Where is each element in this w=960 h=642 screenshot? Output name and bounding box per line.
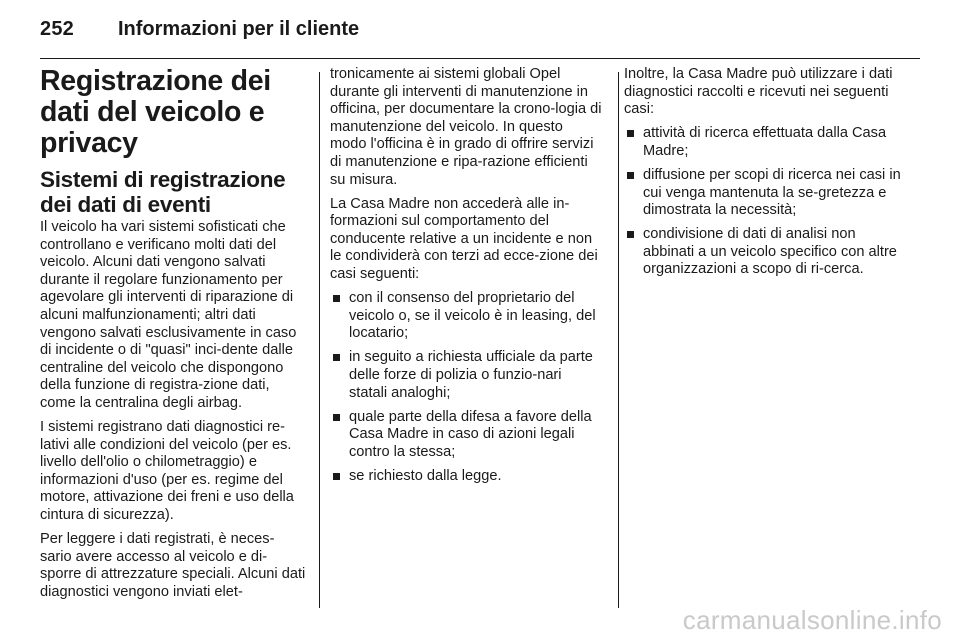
square-bullet-icon bbox=[333, 473, 340, 480]
list-item-text: attività di ricerca effettuata dalla Casa Madre; bbox=[643, 125, 887, 159]
paragraph: La Casa Madre non accederà alle in-formazioni sul comportamento del conducente relative a un incidente e non le condividerà con terzi ad ecce-zione dei casi seguenti: bbox=[330, 195, 598, 283]
square-bullet-icon bbox=[333, 295, 340, 302]
list-item bbox=[330, 349, 602, 402]
bullet-list bbox=[330, 290, 602, 485]
watermark: carmanualsonline.info bbox=[682, 605, 942, 635]
paragraph: Per leggere i dati registrati, è neces-sario avere accesso al veicolo e di-sporre di attrezzature speciali. Alcuni dati diagnostici vengono inviati elet- bbox=[40, 531, 306, 600]
paragraph: tronicamente ai sistemi globali Opel durante gli interventi di manutenzione in officina, per documentare la crono-logia di manutenzione del veicolo. In questo modo l'officina è in grado di offrire servizi di manutenzione e ripa-razione efficienti su misura. bbox=[330, 66, 602, 188]
square-bullet-icon bbox=[627, 172, 634, 179]
column-1 bbox=[40, 66, 306, 608]
page-header bbox=[40, 18, 920, 50]
list-item-text: se richiesto dalla legge. bbox=[349, 467, 502, 484]
list-item-text: in seguito a richiesta ufficiale da parte delle forze di polizia o funzio-nari statali analoghi; bbox=[349, 349, 593, 401]
column-2 bbox=[330, 66, 602, 492]
list-item bbox=[624, 167, 908, 220]
column-3 bbox=[624, 66, 908, 286]
list-item-text: condivisione di dati di analisi non abbinati a un veicolo specifico con altre organizzazioni a scopo di ri-cerca. bbox=[643, 226, 897, 278]
list-item bbox=[330, 290, 602, 343]
list-item-text: quale parte della difesa a favore della Casa Madre in caso di azioni legali contro la stessa; bbox=[349, 408, 592, 460]
list-item bbox=[330, 468, 602, 486]
paragraph: I sistemi registrano dati diagnostici re-lativi alle condizioni del veicolo (per es. livello dell'olio o chilometraggio) e informazioni d'uso (per es. regime del motore, attivazione dei freni e uso della cintura di sicurezza). bbox=[40, 419, 294, 523]
column-divider-2 bbox=[618, 72, 619, 608]
square-bullet-icon bbox=[333, 354, 340, 361]
page-number: 252 bbox=[40, 18, 74, 40]
section-title: Informazioni per il cliente bbox=[118, 18, 360, 40]
paragraph: Il veicolo ha vari sistemi sofisticati che controllano e verificano molti dati del veicolo. Alcuni dati vengono salvati durante il regolare funzionamento per agevolare gli interventi di riparazione di alcuni malfunzionamenti; altri dati vengono salvati esclusivamente in caso di incidente o di "quasi" inci-dente dalle centraline del veicolo che dispongono della funzione di registra-zione dati, come la centralina degli airbag. bbox=[40, 219, 297, 411]
bullet-list bbox=[624, 125, 908, 279]
header-rule bbox=[40, 58, 920, 59]
list-item bbox=[624, 226, 908, 279]
list-item bbox=[330, 409, 602, 462]
square-bullet-icon bbox=[627, 130, 634, 137]
section-subheading: Sistemi di registrazione dei dati di eventi bbox=[40, 167, 286, 217]
column-divider-1 bbox=[319, 72, 320, 608]
square-bullet-icon bbox=[333, 414, 340, 421]
list-item-text: con il consenso del proprietario del veicolo o, se il veicolo è in leasing, del locatario; bbox=[349, 290, 596, 342]
chapter-heading: Registrazione dei dati del veicolo e privacy bbox=[40, 65, 271, 159]
paragraph: Inoltre, la Casa Madre può utilizzare i dati diagnostici raccolti e ricevuti nei seguenti casi: bbox=[624, 66, 893, 118]
square-bullet-icon bbox=[627, 231, 634, 238]
list-item bbox=[624, 125, 908, 160]
list-item-text: diffusione per scopi di ricerca nei casi in cui venga mantenuta la se-gretezza e dimostrata la necessità; bbox=[643, 166, 901, 219]
